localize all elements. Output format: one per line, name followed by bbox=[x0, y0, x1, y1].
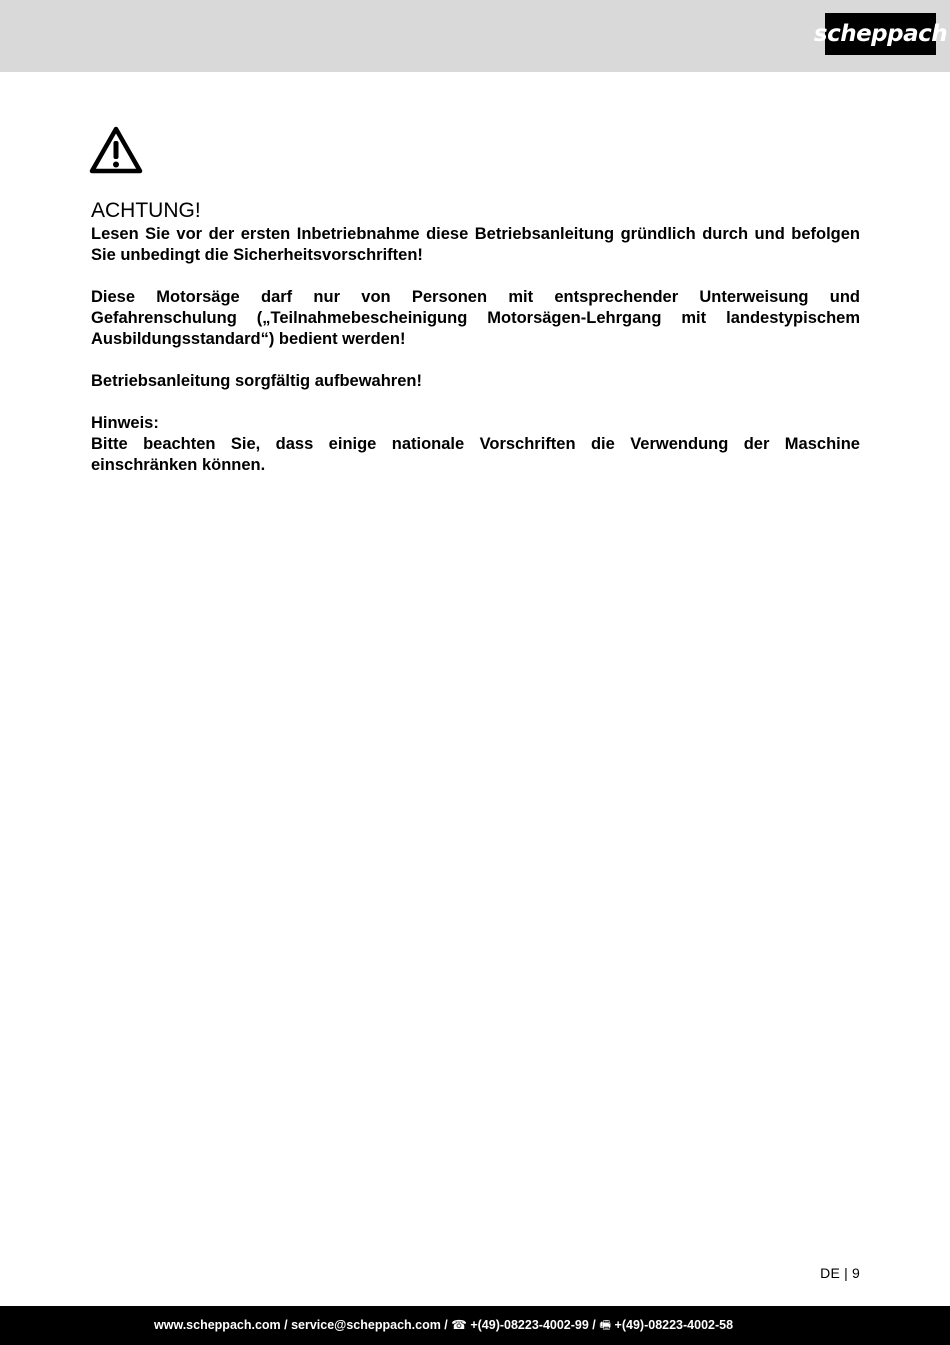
phone-icon: ☎ bbox=[451, 1318, 467, 1332]
note-title: Hinweis: bbox=[91, 414, 159, 432]
notice-heading: ACHTUNG! bbox=[91, 199, 201, 222]
footer-contact bbox=[154, 1316, 854, 1337]
header-band bbox=[0, 0, 950, 72]
page-number: DE | 9 bbox=[820, 1265, 860, 1281]
footer-fax[interactable]: +(49)-08223-4002-58 bbox=[614, 1318, 734, 1332]
safety-notice bbox=[91, 198, 860, 476]
footer-phone[interactable]: +(49)-08223-4002-99 / bbox=[470, 1318, 596, 1332]
fax-icon: 🖷 bbox=[599, 1318, 612, 1332]
note-text: Bitte beachten Sie, dass einige nationale Vorschriften die Verwendung der Maschine einschränken können. bbox=[91, 435, 860, 474]
notice-paragraph: Diese Motorsäge darf nur von Personen mit entsprechender Unterweisung und Gefahrenschulung („Teilnahmebescheinigung Motorsägen-Lehrgang mit landestypischem Ausbildungsstandard“) bedient werden! bbox=[91, 288, 860, 348]
notice-paragraph: Lesen Sie vor der ersten Inbetriebnahme diese Betriebsanleitung gründlich durch und befolgen Sie unbedingt die Sicherheitsvorschriften! bbox=[91, 225, 860, 264]
brand-logo bbox=[813, 13, 948, 55]
footer-email[interactable]: www.scheppach.com / service@scheppach.com / bbox=[154, 1318, 448, 1332]
warning-triangle-icon bbox=[89, 126, 143, 174]
logo-text: scheppach bbox=[813, 21, 948, 47]
notice-paragraph: Betriebsanleitung sorgfältig aufbewahren! bbox=[91, 372, 422, 390]
